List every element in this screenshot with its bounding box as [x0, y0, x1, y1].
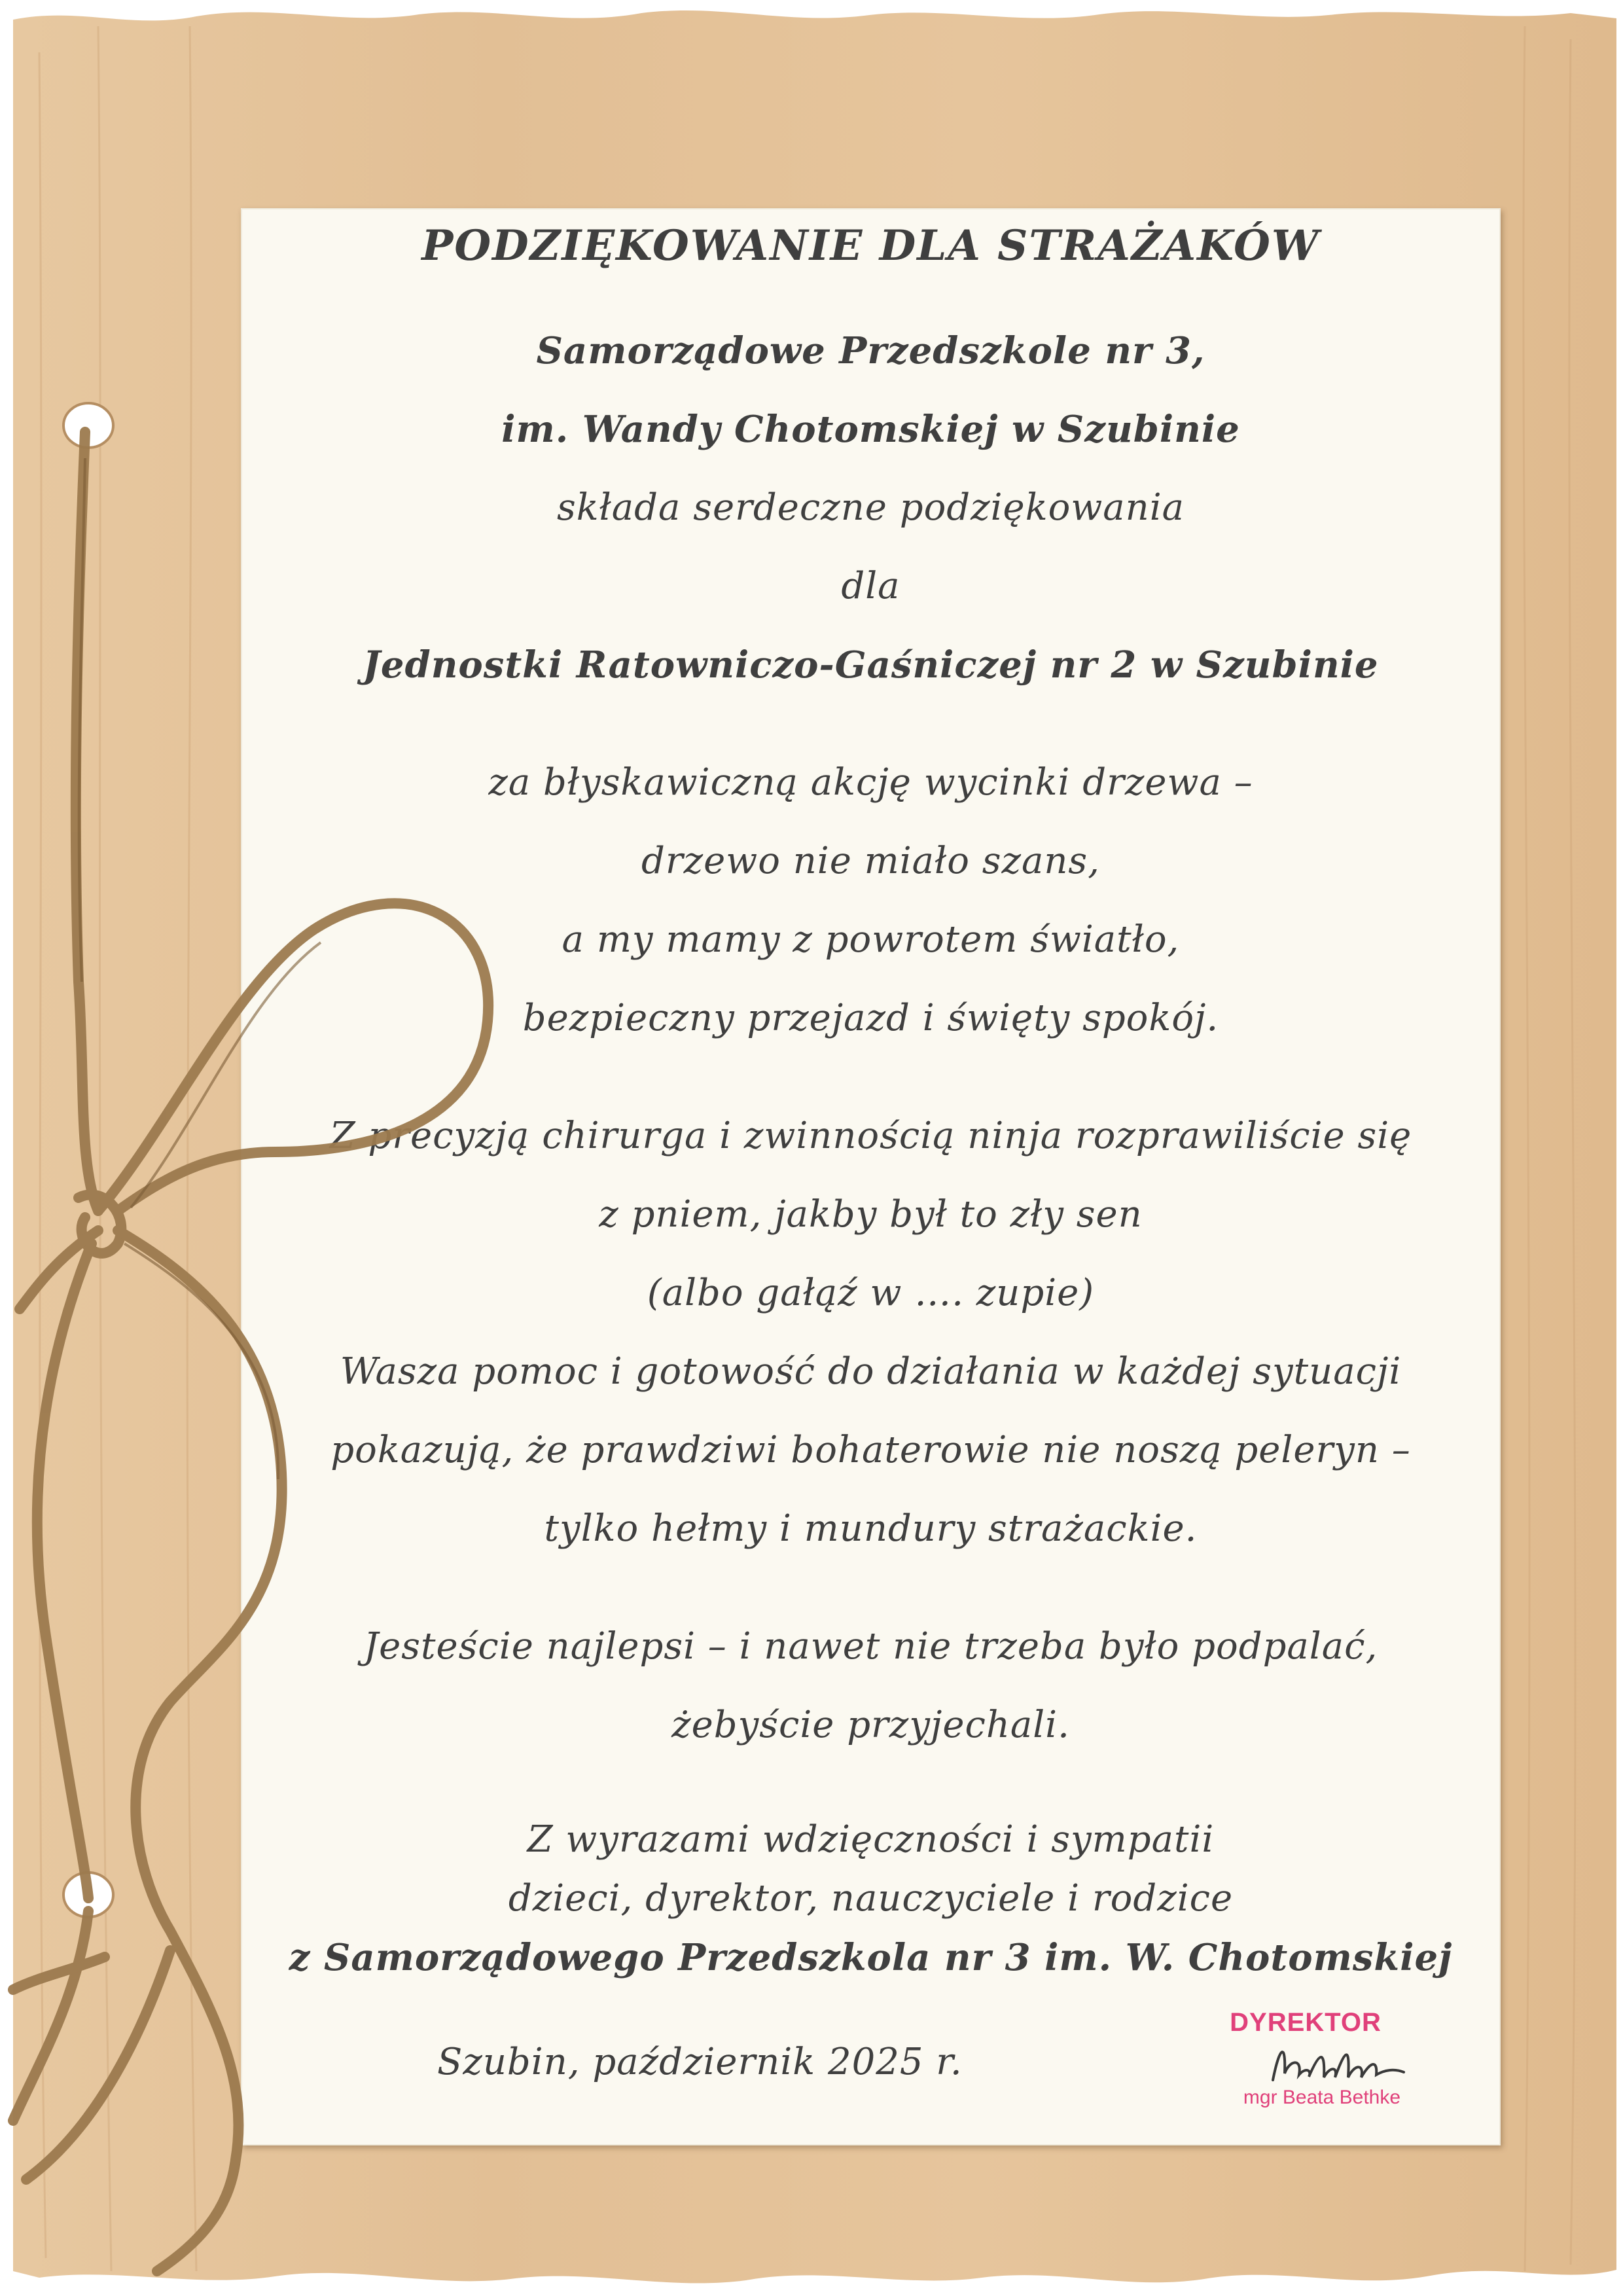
paragraph3-line-1: Jesteście najlepsi – i nawet nie trzeba było podpalać, — [363, 1625, 1378, 1668]
header-line-2: im. Wandy Chotomskiej w Szubinie — [501, 408, 1240, 451]
paragraph2-line-1: Z precyzją chirurga i zwinnością ninja rozprawiliście się — [329, 1115, 1412, 1157]
director-stamp — [1214, 2008, 1450, 2119]
header-line-4: dla — [841, 565, 901, 607]
paragraph2-line-6: tylko hełmy i mundury strażackie. — [544, 1507, 1198, 1550]
hole-bottom — [63, 1873, 113, 1917]
hole-top — [63, 403, 113, 448]
stamp-name: mgr Beata Bethke — [1243, 2087, 1401, 2108]
closing-line-2: dzieci, dyrektor, nauczyciele i rodzice — [508, 1877, 1234, 1920]
signature — [1266, 2034, 1417, 2093]
paragraph2-line-2: z pniem, jakby był to zły sen — [599, 1193, 1143, 1236]
paragraph1-line-2: drzewo nie miało szans, — [641, 840, 1100, 882]
paragraph2-line-5: pokazują, że prawdziwi bohaterowie nie noszą peleryn – — [330, 1429, 1411, 1471]
header-line-3: składa serdeczne podziękowania — [556, 486, 1185, 529]
paragraph1-line-3: a my mamy z powrotem światło, — [562, 918, 1180, 961]
paragraph1-line-1: za błyskawiczną akcję wycinki drzewa – — [488, 761, 1253, 804]
closing-line-1: Z wyrazami wdzięczności i sympatii — [527, 1818, 1215, 1861]
paper-sheet — [241, 208, 1501, 2145]
paragraph1-line-4: bezpieczny przejazd i święty spokój. — [522, 997, 1219, 1039]
paragraph2-line-4: Wasza pomoc i gotowość do działania w każdej sytuacji — [340, 1350, 1402, 1393]
document-title: PODZIĘKOWANIE DLA STRAŻAKÓW — [421, 221, 1320, 270]
place-date: Szubin, październik 2025 r. — [437, 2041, 963, 2083]
header-line-1: Samorządowe Przedszkole nr 3, — [536, 329, 1205, 372]
paragraph2-line-3: (albo gałąź w …. zupie) — [647, 1272, 1095, 1314]
stamp-title: DYREKTOR — [1230, 2008, 1382, 2037]
header-line-5: Jednostki Ratowniczo-Gaśniczej nr 2 w Szubinie — [363, 643, 1379, 687]
closing-line-3: z Samorządowego Przedszkola nr 3 im. W. Chotomskiej — [289, 1936, 1453, 1979]
paragraph3-line-2: żebyście przyjechali. — [671, 1704, 1070, 1746]
